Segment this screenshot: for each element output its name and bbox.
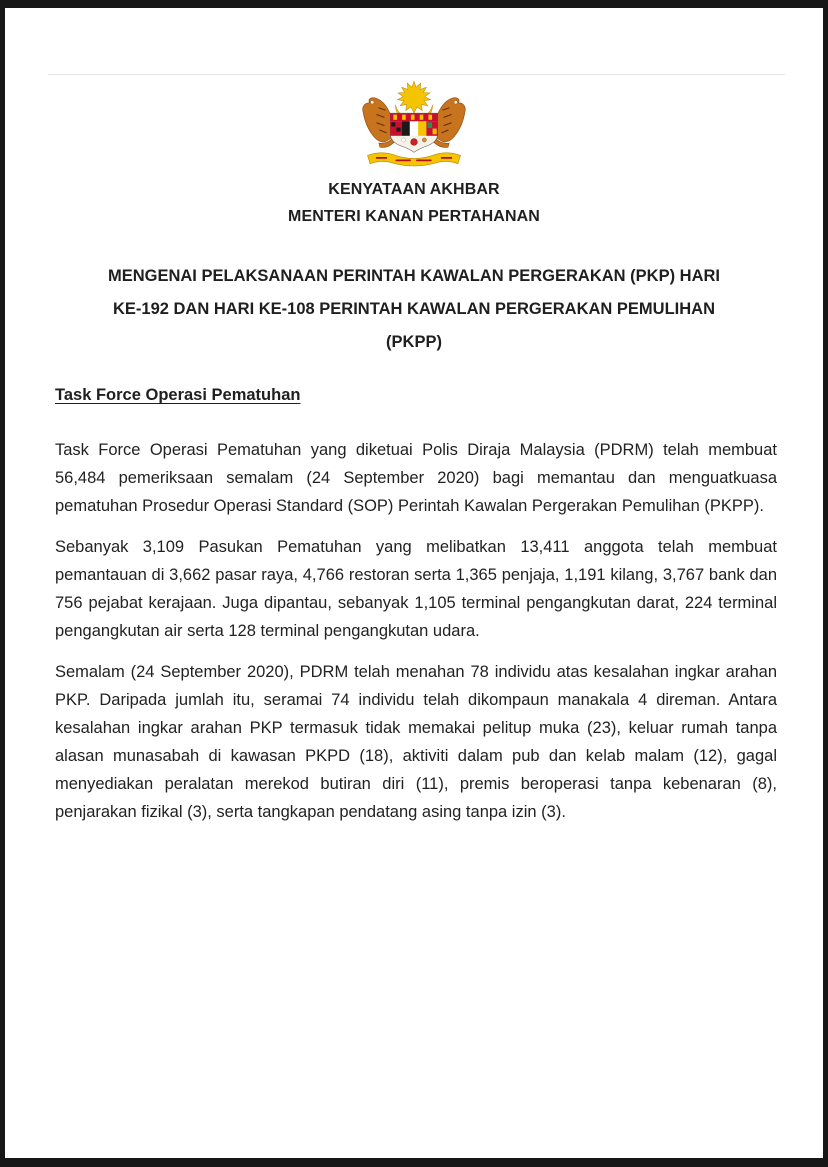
document-title-line2: KE-192 DAN HARI KE-108 PERINTAH KAWALAN PERGERAKAN PEMULIHAN bbox=[112, 300, 715, 318]
body-paragraph-3: Semalam (24 September 2020), PDRM telah menahan 78 individu atas kesalahan ingkar arahan PKP. Daripada jumlah itu, seramai 74 individu telah dikompaun manakala 4 direman. Antara kesalahan ingkar arahan PKP termasuk tidak memakai pelitup muka (23), keluar rumah tanpa alasan munasabah di kawasan PKPD (18), aktiviti dalam pub dan kelab malam (12), gagal menyediakan peralatan merekod butiran diri (11), premis beroperasi tanpa kebenaran (8), penjarakan fizikal (3), serta tangkapan pendatang asing tanpa izin (3). bbox=[55, 663, 777, 821]
document-page bbox=[5, 8, 823, 1158]
document-title-line1: MENGENAI PELAKSANAAN PERINTAH KAWALAN PERGERAKAN (PKP) HARI bbox=[107, 267, 721, 285]
document-body bbox=[55, 386, 777, 839]
press-heading-line2: MENTERI KANAN PERTAHANAN bbox=[288, 208, 540, 225]
document-title-line3: (PKPP) bbox=[386, 333, 442, 351]
press-statement-heading bbox=[5, 176, 823, 230]
press-heading-line1: KENYATAAN AKHBAR bbox=[328, 181, 500, 198]
body-paragraph-2: Sebanyak 3,109 Pasukan Pematuhan yang melibatkan 13,411 anggota telah membuat pemantauan di 3,662 pasar raya, 4,766 restoran serta 1,365 penjaja, 1,191 kilang, 3,767 bank dan 756 pejabat kerajaan. Juga dipantau, sebanyak 1,105 terminal pengangkutan darat, 224 terminal pengangkutan air serta 128 terminal pengangkutan udara. bbox=[55, 538, 777, 640]
section-heading: Task Force Operasi Pematuhan bbox=[55, 386, 301, 404]
top-divider-line bbox=[48, 74, 785, 75]
emblem-container bbox=[5, 78, 823, 179]
body-paragraph-1: Task Force Operasi Pematuhan yang diketuai Polis Diraja Malaysia (PDRM) telah membuat 56,484 pemeriksaan semalam (24 September 2020) bagi memantau dan menguatkuasa pematuhan Prosedur Operasi Standard (SOP) Perintah Kawalan Pergerakan Pemulihan (PKPP). bbox=[55, 441, 777, 515]
malaysia-coat-of-arms-icon bbox=[352, 78, 476, 174]
document-title bbox=[84, 260, 744, 359]
